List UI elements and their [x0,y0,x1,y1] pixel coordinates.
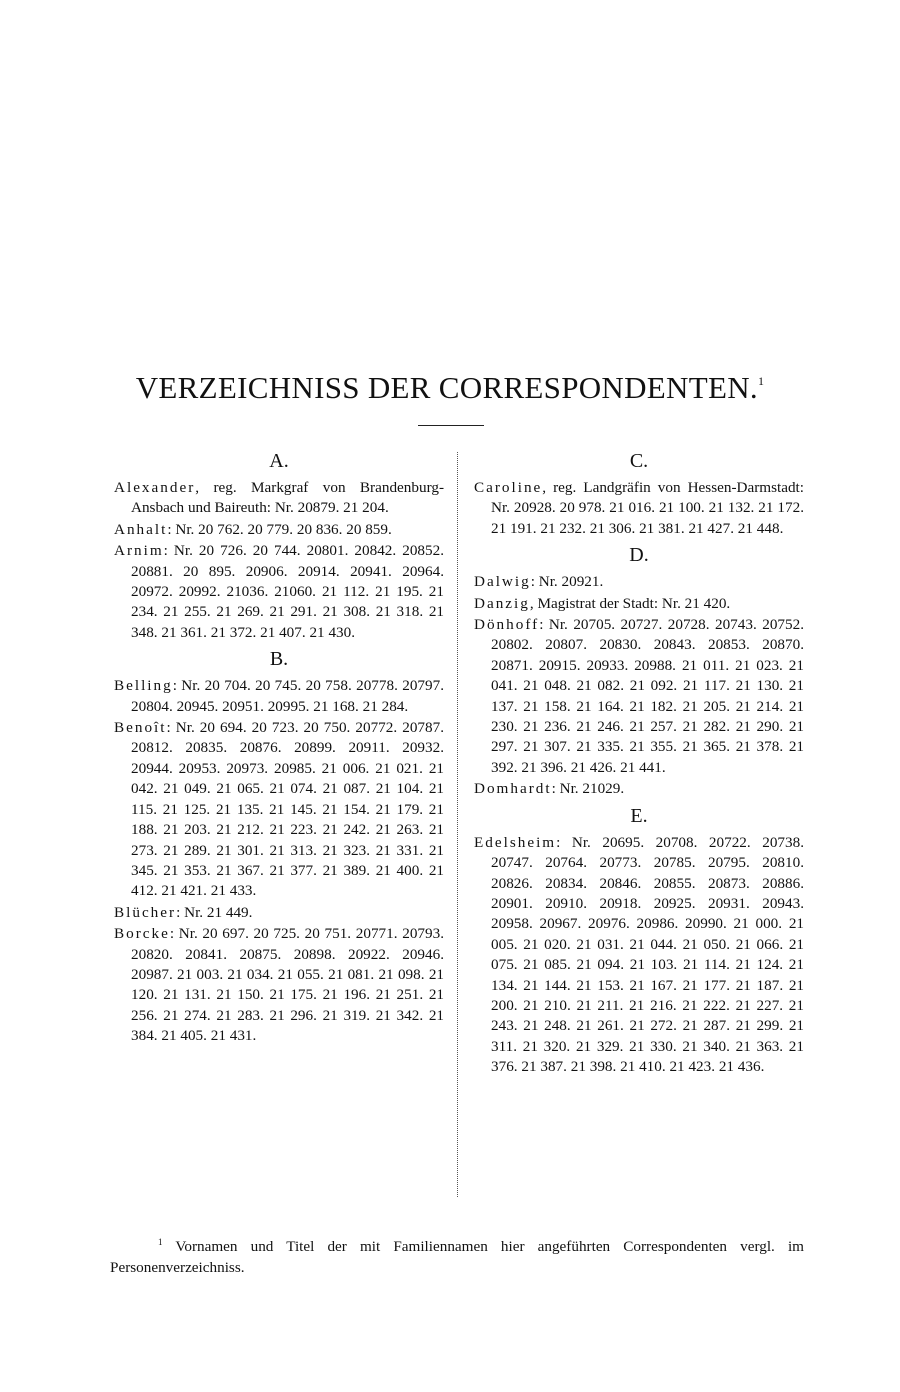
letter-numbers: , reg. Markgraf von Brandenburg-Ansbach und Baireuth: Nr. 20879. 21 204. [131,479,444,517]
correspondent-name: Benoît [114,719,167,737]
correspondent-entry [474,594,804,614]
correspondent-name: Belling [114,677,173,695]
correspondent-name: Caroline [474,479,543,496]
correspondent-entry [114,478,444,519]
correspondent-entry [474,779,804,799]
section-letter: E. [630,804,648,827]
letter-numbers: : Nr. 20 704. 20 745. 20 758. 20778. 20797. 20804. 20945. 20951. 20995. 21 168. 21 284. [131,677,444,715]
footnote [110,1232,804,1278]
correspondent-entry [114,520,444,540]
correspondent-name: Borcke [114,925,170,943]
correspondent-name: Edelsheim [474,833,557,851]
letter-numbers: : Nr. 20 762. 20 779. 20 836. 20 859. [167,520,392,538]
page-title-text: VERZEICHNISS DER CORRESPONDENTEN. [135,370,758,405]
letter-numbers: , reg. Landgräfin von Hessen-Darmstadt: Nr. 20928. 20 978. 21 016. 21 100. 21 132. 21 172. 21 191. 21 232. 21 306. 21 381. 21 427. 21 448. [491,479,804,537]
letter-numbers: : Nr. 20695. 20708. 20722. 20738. 20747. 20764. 20773. 20785. 20795. 20810. 20826. 20834. 20846. 20855. 20873. 20886. 20901. 20910. 20918. 20925. 20931. 20943. 20958. 20967. 20976. 20986. 20990. 21 000. 21 005. 21 020. 21 031. 21 044. 21 050. 21 066. 21 075. 21 085. 21 094. 21 103. 21 114. 21 124. 21 134. 21 144. 21 153. 21 167. 21 177. 21 187. 21 200. 21 210. 21 211. 21 216. 21 222. 21 227. 21 243. 21 248. 21 261. 21 272. 21 287. 21 299. 21 311. 21 320. 21 329. 21 330. 21 340. 21 363. 21 376. 21 387. 21 398. 21 410. 21 423. 21 436. [491,833,804,1076]
section-letter: D. [629,544,649,567]
page-title [0,370,900,406]
correspondent-name: Blücher [114,903,177,921]
letter-numbers: : Nr. 20705. 20727. 20728. 20743. 20752. 20802. 20807. 20830. 20843. 20853. 20870. 20871. 20915. 20933. 20988. 21 011. 21 023. 21 041. 21 048. 21 082. 21 092. 21 117. 21 130. 21 137. 21 158. 21 164. 21 182. 21 205. 21 214. 21 230. 21 236. 21 246. 21 257. 21 282. 21 290. 21 297. 21 307. 21 335. 21 355. 21 365. 21 378. 21 392. 21 396. 21 426. 21 441. [491,616,804,776]
correspondent-entry [474,833,804,1078]
letter-numbers: : Nr. 21029. [551,780,625,798]
section-letter: B. [269,648,289,671]
correspondent-entry [114,676,444,717]
correspondent-name: Dalwig [474,573,531,591]
correspondent-name: Arnim [114,542,164,560]
correspondent-entry [474,615,804,778]
column-divider [457,452,458,1197]
correspondent-entry [474,478,804,539]
title-rule [418,425,484,426]
correspondent-entry [474,572,804,592]
right-column [474,446,804,1079]
letter-numbers: : Nr. 21 449. [176,903,253,921]
correspondent-name: Domhardt [474,780,552,798]
letter-numbers: : Nr. 20 697. 20 725. 20 751. 20771. 20793. 20820. 20841. 20875. 20898. 20922. 20946. 20987. 21 003. 21 034. 21 055. 21 081. 21 098. 21 120. 21 131. 21 150. 21 175. 21 196. 21 251. 21 256. 21 274. 21 283. 21 296. 21 319. 21 342. 21 384. 21 405. 21 431. [131,925,444,1045]
correspondent-name: Danzig [474,594,530,612]
section-letter: C. [629,450,649,472]
letter-numbers: : Nr. 20921. [530,573,604,591]
correspondent-entry [114,903,444,923]
letter-numbers: : Nr. 20 694. 20 723. 20 750. 20772. 20787. 20812. 20835. 20876. 20899. 20911. 20932. 20944. 20953. 20973. 20985. 21 006. 21 021. 21 042. 21 049. 21 065. 21 074. 21 087. 21 104. 21 115. 21 125. 21 135. 21 145. 21 154. 21 179. 21 188. 21 203. 21 212. 21 223. 21 242. 21 263. 21 273. 21 289. 21 301. 21 313. 21 323. 21 331. 21 345. 21 353. 21 367. 21 377. 21 389. 21 400. 21 412. 21 421. 21 433. [131,719,444,900]
section-letter: A. [269,450,289,472]
correspondent-entry [114,924,444,1046]
correspondent-entry [114,541,444,643]
correspondent-name: Alexander [114,479,196,496]
letter-numbers: : Nr. 20 726. 20 744. 20801. 20842. 20852. 20881. 20 895. 20906. 20914. 20941. 20964. 20972. 20992. 21036. 21060. 21 112. 21 195. 21 234. 21 255. 21 269. 21 291. 21 308. 21 318. 21 348. 21 361. 21 372. 21 407. 21 430. [131,542,444,641]
correspondent-name: Dönhoff [474,616,540,634]
correspondent-entry [114,718,444,902]
footnote-text: Vornamen und Titel der mit Familiennamen hier angeführten Correspondenten vergl. im Personenverzeichniss. [110,1238,804,1277]
left-column [114,446,444,1048]
footnote-reference: 1 [757,374,765,388]
letter-numbers: , Magistrat der Stadt: Nr. 21 420. [529,594,731,612]
correspondent-name: Anhalt [114,520,168,538]
footnote-mark: 1 [158,1237,163,1247]
